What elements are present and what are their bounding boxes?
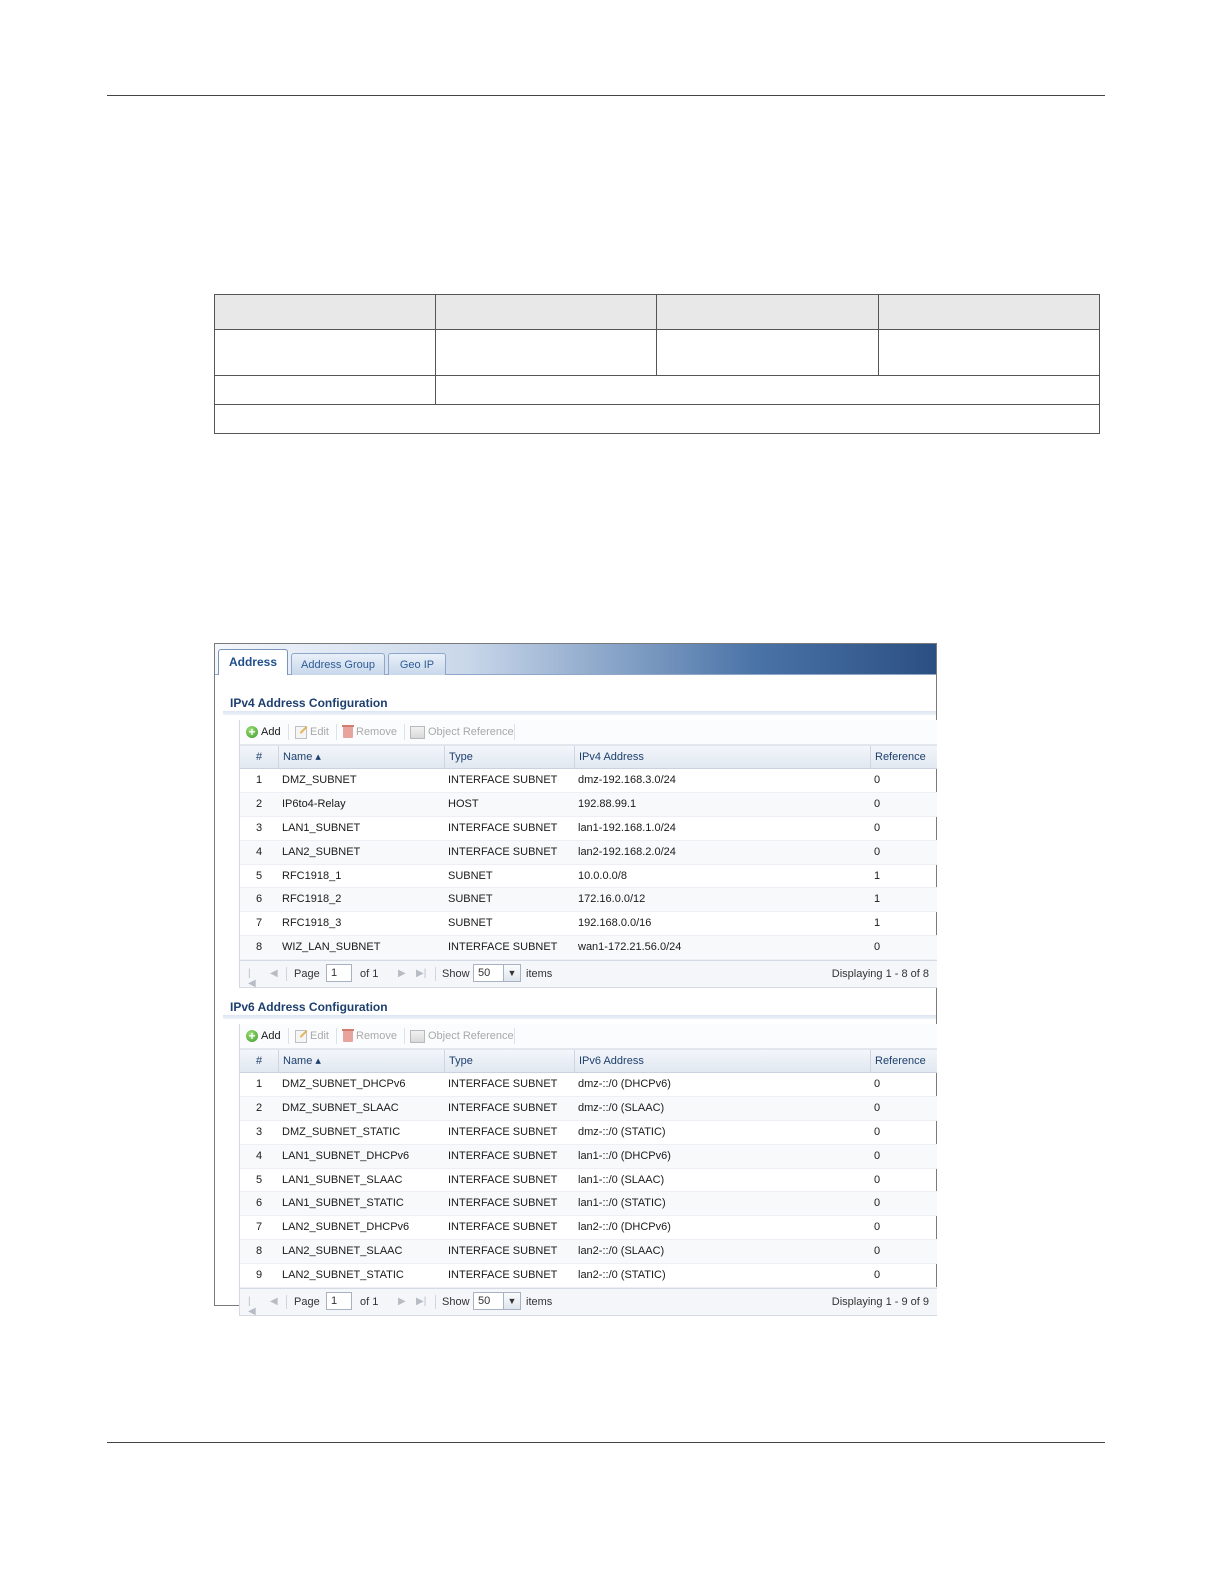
cell-reference: 0 — [874, 1269, 881, 1282]
edit-button[interactable] — [295, 723, 329, 741]
cell-index: 5 — [255, 1173, 263, 1186]
object-reference-button[interactable] — [410, 723, 514, 741]
cell-index: 8 — [255, 1245, 263, 1258]
cell-name: DMZ_SUBNET — [282, 774, 357, 786]
page-count: of 1 — [360, 1296, 379, 1309]
cell-index: 9 — [255, 1269, 263, 1282]
cell-reference: 0 — [874, 1245, 881, 1258]
cell-index: 4 — [255, 1149, 263, 1162]
items-per-page-value: 50 — [478, 1295, 491, 1308]
prev-page-icon[interactable]: ◀ — [270, 1296, 278, 1308]
cell-address: 172.16.0.0/12 — [578, 893, 646, 906]
cell-index: 4 — [255, 845, 263, 858]
table-row[interactable] — [240, 912, 937, 936]
add-label: Add — [261, 1030, 281, 1042]
object-reference-button[interactable] — [410, 1027, 514, 1045]
table-row[interactable] — [240, 888, 937, 912]
cell-index: 6 — [255, 893, 263, 906]
pager-separator — [435, 967, 436, 981]
tab-bar — [215, 644, 936, 675]
cell-type: SUBNET — [448, 869, 493, 882]
cell-reference: 1 — [874, 869, 881, 882]
table-row[interactable] — [240, 1073, 937, 1097]
table-row[interactable] — [240, 841, 937, 865]
cell-type: INTERFACE SUBNET — [448, 1078, 558, 1090]
cell-reference: 0 — [874, 1078, 881, 1090]
toolbar-separator — [514, 724, 515, 740]
cell-index: 1 — [255, 1078, 263, 1090]
pager-separator — [286, 1295, 287, 1309]
toolbar-separator — [288, 724, 289, 740]
cell-type: INTERFACE SUBNET — [448, 1245, 558, 1258]
cell-reference: 0 — [874, 1149, 881, 1162]
ipv6-grid — [239, 1024, 937, 1316]
cell-type: INTERFACE SUBNET — [448, 1173, 558, 1186]
remove-button[interactable] — [343, 723, 397, 741]
cell-index: 2 — [255, 797, 263, 810]
toolbar-separator — [288, 1028, 289, 1044]
cell-reference: 0 — [874, 1197, 881, 1210]
ipv4-pager — [240, 960, 937, 988]
object-reference-icon — [410, 1030, 425, 1043]
remove-label: Remove — [356, 726, 397, 738]
cell-name: DMZ_SUBNET_DHCPv6 — [282, 1078, 406, 1090]
ipv4-grid-header — [240, 745, 937, 769]
cell-type: HOST — [448, 797, 479, 810]
table-row[interactable] — [240, 1121, 937, 1145]
section-divider — [223, 1015, 936, 1019]
object-reference-icon — [410, 726, 425, 739]
cell-index: 5 — [255, 869, 263, 882]
pager-separator — [435, 1295, 436, 1309]
items-label: items — [526, 968, 553, 981]
cell-address: 192.88.99.1 — [578, 797, 637, 810]
cell-index: 3 — [255, 821, 263, 834]
doc-table-row — [215, 330, 1100, 376]
edit-icon — [295, 1030, 307, 1043]
table-row[interactable] — [240, 1240, 937, 1264]
chevron-down-icon[interactable]: ▼ — [503, 1293, 520, 1309]
cell-name: RFC1918_2 — [282, 893, 342, 906]
cell-name: LAN2_SUBNET_DHCPv6 — [282, 1221, 410, 1234]
tab-address[interactable]: Address — [218, 649, 288, 675]
last-page-icon[interactable]: ▶| — [416, 1296, 427, 1308]
cell-address: lan1-::/0 (SLAAC) — [578, 1173, 665, 1186]
items-per-page-select[interactable] — [473, 1292, 521, 1310]
col-header-type[interactable]: Type — [444, 1050, 574, 1072]
ipv4-grid — [239, 720, 937, 988]
chevron-down-icon[interactable]: ▼ — [503, 965, 520, 981]
cell-name: LAN1_SUBNET_SLAAC — [282, 1173, 403, 1186]
cell-index: 3 — [255, 1125, 263, 1138]
cell-name: LAN1_SUBNET — [282, 821, 361, 834]
show-label: Show — [442, 1296, 470, 1309]
cell-type: INTERFACE SUBNET — [448, 1101, 558, 1114]
pager-separator — [286, 967, 287, 981]
col-header-reference[interactable]: Reference — [870, 746, 937, 768]
cell-index: 2 — [255, 1101, 263, 1114]
last-page-icon[interactable]: ▶| — [416, 968, 427, 980]
object-reference-label: Object Reference — [428, 1030, 514, 1042]
section-divider — [223, 711, 936, 715]
page-number-input[interactable]: 1 — [326, 964, 352, 982]
cell-reference: 1 — [874, 917, 881, 930]
table-row[interactable] — [240, 1097, 937, 1121]
cell-reference: 1 — [874, 893, 881, 906]
header-rule — [107, 95, 1105, 96]
cell-address: lan1-::/0 (DHCPv6) — [578, 1149, 671, 1162]
cell-name: RFC1918_3 — [282, 917, 342, 930]
address-screen — [214, 643, 937, 1318]
add-label: Add — [261, 726, 281, 738]
cell-name: RFC1918_1 — [282, 869, 342, 882]
edit-label: Edit — [310, 726, 329, 738]
doc-table-row — [215, 376, 1100, 405]
cell-type: INTERFACE SUBNET — [448, 1269, 558, 1282]
toolbar-separator — [404, 724, 405, 740]
next-page-icon[interactable]: ▶ — [398, 1296, 406, 1308]
table-row[interactable] — [240, 1192, 937, 1216]
cell-index: 7 — [255, 1221, 263, 1234]
cell-reference: 0 — [874, 821, 881, 834]
table-row[interactable] — [240, 1264, 937, 1288]
add-button[interactable] — [246, 1027, 281, 1045]
cell-reference: 0 — [874, 1125, 881, 1138]
first-page-icon[interactable]: |◀ — [248, 968, 256, 990]
edit-button[interactable] — [295, 1027, 329, 1045]
cell-name: LAN1_SUBNET_STATIC — [282, 1197, 404, 1210]
toolbar-separator — [404, 1028, 405, 1044]
cell-address: dmz-::/0 (SLAAC) — [578, 1101, 665, 1114]
cell-type: INTERFACE SUBNET — [448, 1197, 558, 1210]
table-row[interactable] — [240, 936, 937, 960]
ipv6-section-title: IPv6 Address Configuration — [230, 1000, 388, 1014]
ipv6-pager — [240, 1288, 937, 1316]
cell-address: dmz-192.168.3.0/24 — [578, 774, 676, 786]
cell-name: LAN2_SUBNET — [282, 845, 361, 858]
items-per-page-select[interactable] — [473, 964, 521, 982]
table-row[interactable] — [240, 1169, 937, 1193]
cell-reference: 0 — [874, 1221, 881, 1234]
ipv6-toolbar — [240, 1024, 937, 1049]
table-row[interactable] — [240, 865, 937, 889]
cell-address: lan2-192.168.2.0/24 — [578, 845, 676, 858]
object-reference-label: Object Reference — [428, 726, 514, 738]
cell-reference: 0 — [874, 845, 881, 858]
cell-name: LAN2_SUBNET_STATIC — [282, 1269, 404, 1282]
cell-name: DMZ_SUBNET_SLAAC — [282, 1101, 399, 1114]
cell-reference: 0 — [874, 797, 881, 810]
cell-type: INTERFACE SUBNET — [448, 1125, 558, 1138]
cell-address: lan2-::/0 (DHCPv6) — [578, 1221, 671, 1234]
cell-address: lan2-::/0 (STATIC) — [578, 1269, 666, 1282]
add-icon — [246, 726, 258, 738]
cell-type: INTERFACE SUBNET — [448, 941, 558, 954]
cell-reference: 0 — [874, 1173, 881, 1186]
table-row[interactable] — [240, 1216, 937, 1240]
prev-page-icon[interactable]: ◀ — [270, 968, 278, 980]
toolbar-separator — [336, 724, 337, 740]
col-header-index[interactable]: # — [255, 1055, 263, 1067]
col-header-reference[interactable]: Reference — [870, 1050, 937, 1072]
col-header-index[interactable]: # — [255, 751, 263, 763]
ipv6-grid-header — [240, 1049, 937, 1073]
remove-button[interactable] — [343, 1027, 397, 1045]
remove-label: Remove — [356, 1030, 397, 1042]
cell-index: 6 — [255, 1197, 263, 1210]
col-header-ipv6-address[interactable]: IPv6 Address — [574, 1050, 870, 1072]
cell-address: dmz-::/0 (DHCPv6) — [578, 1078, 671, 1090]
cell-name: DMZ_SUBNET_STATIC — [282, 1125, 401, 1138]
items-per-page-value: 50 — [478, 967, 491, 980]
footer-rule — [107, 1442, 1105, 1443]
first-page-icon[interactable]: |◀ — [248, 1296, 256, 1318]
edit-icon — [295, 726, 307, 739]
doc-table-header-row — [215, 295, 1100, 330]
col-header-name[interactable]: Name ▴ — [278, 746, 444, 768]
cell-type: INTERFACE SUBNET — [448, 1149, 558, 1162]
cell-type: SUBNET — [448, 917, 493, 930]
cell-type: INTERFACE SUBNET — [448, 821, 558, 834]
displaying-count: Displaying 1 - 9 of 9 — [831, 1296, 929, 1309]
cell-name: LAN2_SUBNET_SLAAC — [282, 1245, 403, 1258]
tab-address-group[interactable]: Address Group — [291, 653, 385, 675]
page-label: Page — [294, 968, 320, 981]
page-number-input[interactable]: 1 — [326, 1292, 352, 1310]
edit-label: Edit — [310, 1030, 329, 1042]
col-header-ipv4-address[interactable]: IPv4 Address — [574, 746, 870, 768]
ipv4-section-title: IPv4 Address Configuration — [230, 696, 388, 710]
ipv6-grid-body — [240, 1073, 937, 1288]
cell-name: IP6to4-Relay — [282, 797, 346, 810]
cell-type: SUBNET — [448, 893, 493, 906]
cell-address: 192.168.0.0/16 — [578, 917, 652, 930]
page-label: Page — [294, 1296, 320, 1309]
cell-address: 10.0.0.0/8 — [578, 869, 627, 882]
cell-address: lan2-::/0 (SLAAC) — [578, 1245, 665, 1258]
items-label: items — [526, 1296, 553, 1309]
cell-name: WIZ_LAN_SUBNET — [282, 941, 381, 954]
empty-document-table — [214, 294, 1100, 434]
col-header-type[interactable]: Type — [444, 746, 574, 768]
cell-address: wan1-172.21.56.0/24 — [578, 941, 682, 954]
table-row[interactable] — [240, 1145, 937, 1169]
show-label: Show — [442, 968, 470, 981]
table-row[interactable] — [240, 817, 937, 841]
table-row[interactable] — [240, 793, 937, 817]
cell-reference: 0 — [874, 941, 881, 954]
cell-reference: 0 — [874, 774, 881, 786]
displaying-count: Displaying 1 - 8 of 8 — [831, 968, 929, 981]
table-row[interactable] — [240, 769, 937, 793]
add-button[interactable] — [246, 723, 281, 741]
cell-name: LAN1_SUBNET_DHCPv6 — [282, 1149, 410, 1162]
ipv4-grid-body — [240, 769, 937, 960]
cell-type: INTERFACE SUBNET — [448, 774, 558, 786]
cell-type: INTERFACE SUBNET — [448, 845, 558, 858]
page-count: of 1 — [360, 968, 379, 981]
col-header-name[interactable]: Name ▴ — [278, 1050, 444, 1072]
next-page-icon[interactable]: ▶ — [398, 968, 406, 980]
trash-icon — [343, 726, 353, 738]
tab-geo-ip[interactable]: Geo IP — [388, 653, 446, 675]
cell-index: 8 — [255, 941, 263, 954]
cell-address: lan1-::/0 (STATIC) — [578, 1197, 666, 1210]
cell-address: lan1-192.168.1.0/24 — [578, 821, 676, 834]
doc-table-row — [215, 405, 1100, 434]
toolbar-separator — [336, 1028, 337, 1044]
trash-icon — [343, 1030, 353, 1042]
cell-reference: 0 — [874, 1101, 881, 1114]
cell-address: dmz-::/0 (STATIC) — [578, 1125, 666, 1138]
cell-index: 1 — [255, 774, 263, 786]
add-icon — [246, 1030, 258, 1042]
toolbar-separator — [514, 1028, 515, 1044]
cell-type: INTERFACE SUBNET — [448, 1221, 558, 1234]
ipv4-toolbar — [240, 720, 937, 745]
cell-index: 7 — [255, 917, 263, 930]
